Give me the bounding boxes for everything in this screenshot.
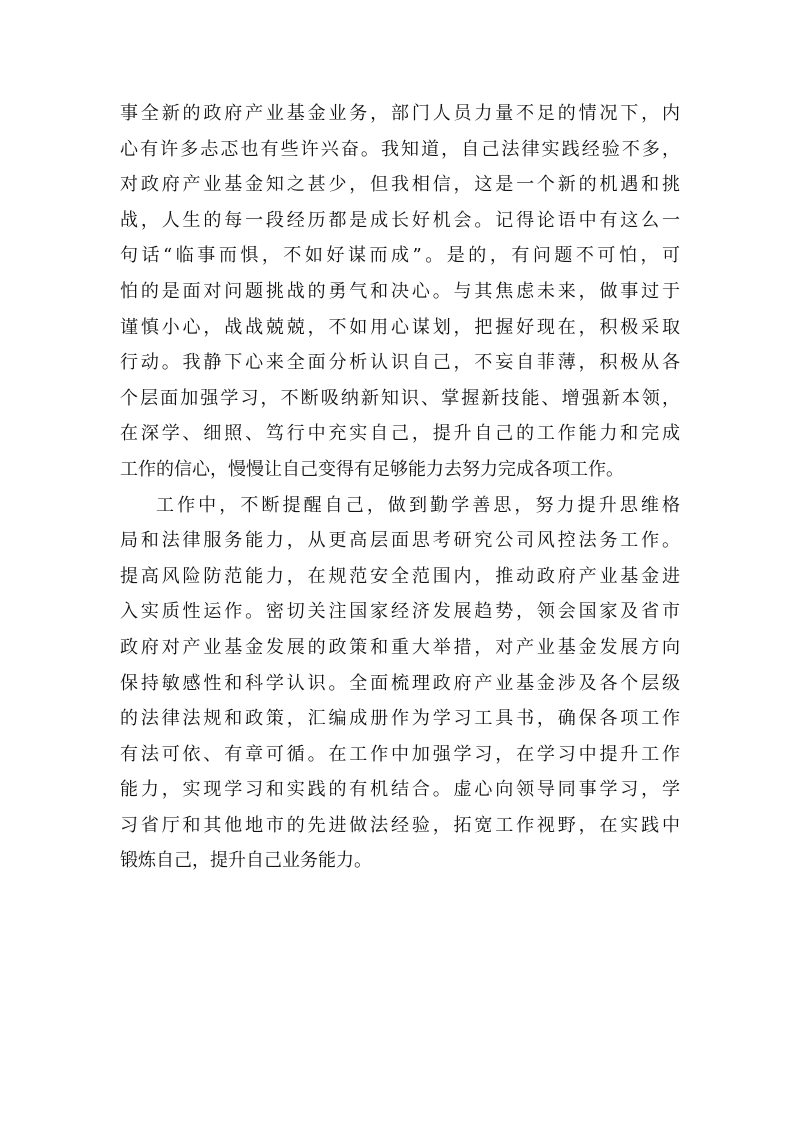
text-line: 战，人生的每一段经历都是成长好机会。记得论语中有这么一 <box>120 209 680 231</box>
text-line: 局和法律服务能力，从更高层面思考研究公司风控法务工作。 <box>120 530 680 552</box>
text-line: 心有许多忐忑也有些许兴奋。我知道，自己法律实践经验不多， <box>120 138 680 160</box>
text-line: 提高风险防范能力，在规范安全范围内，推动政府产业基金进 <box>120 565 680 587</box>
text-line: 工作中，不断提醒自己，做到勤学善思，努力提升思维格 <box>156 494 680 516</box>
text-line: 的法律法规和政策，汇编成册作为学习工具书，确保各项工作 <box>120 708 680 730</box>
text-line: 习省厅和其他地市的先进做法经验，拓宽工作视野，在实践中 <box>120 814 680 836</box>
text-line: 个层面加强学习，不断吸纳新知识、掌握新技能、增强新本领， <box>120 387 680 409</box>
body-text <box>120 96 680 879</box>
text-line: 在深学、细照、笃行中充实自己，提升自己的工作能力和完成 <box>120 423 680 445</box>
text-line: 保持敏感性和科学认识。全面梳理政府产业基金涉及各个层级 <box>120 672 680 694</box>
text-line: 怕的是面对问题挑战的勇气和决心。与其焦虑未来，做事过于 <box>120 280 680 302</box>
text-line: 行动。我静下心来全面分析认识自己，不妄自菲薄，积极从各 <box>120 352 680 374</box>
paragraph-1 <box>120 96 680 488</box>
paragraph-2 <box>120 488 680 880</box>
text-line: 有法可依、有章可循。在工作中加强学习，在学习中提升工作 <box>120 743 680 765</box>
text-line: 事全新的政府产业基金业务，部门人员力量不足的情况下，内 <box>120 103 680 124</box>
text-line: 对政府产业基金知之甚少，但我相信，这是一个新的机遇和挑 <box>120 174 680 196</box>
text-line: 谨慎小心，战战兢兢，不如用心谋划，把握好现在，积极采取 <box>120 316 680 338</box>
text-line: 句话“临事而惧，不如好谋而成”。是的，有问题不可怕，可 <box>120 245 680 267</box>
text-line: 入实质性运作。密切关注国家经济发展趋势，领会国家及省市 <box>120 601 680 623</box>
text-line: 能力，实现学习和实践的有机结合。虚心向领导同事学习，学 <box>120 779 680 801</box>
text-line: 锻炼自己，提升自己业务能力。 <box>120 850 372 872</box>
text-line: 政府对产业基金发展的政策和重大举措，对产业基金发展方向 <box>120 636 680 658</box>
text-line: 工作的信心，慢慢让自己变得有足够能力去努力完成各项工作。 <box>120 458 624 480</box>
